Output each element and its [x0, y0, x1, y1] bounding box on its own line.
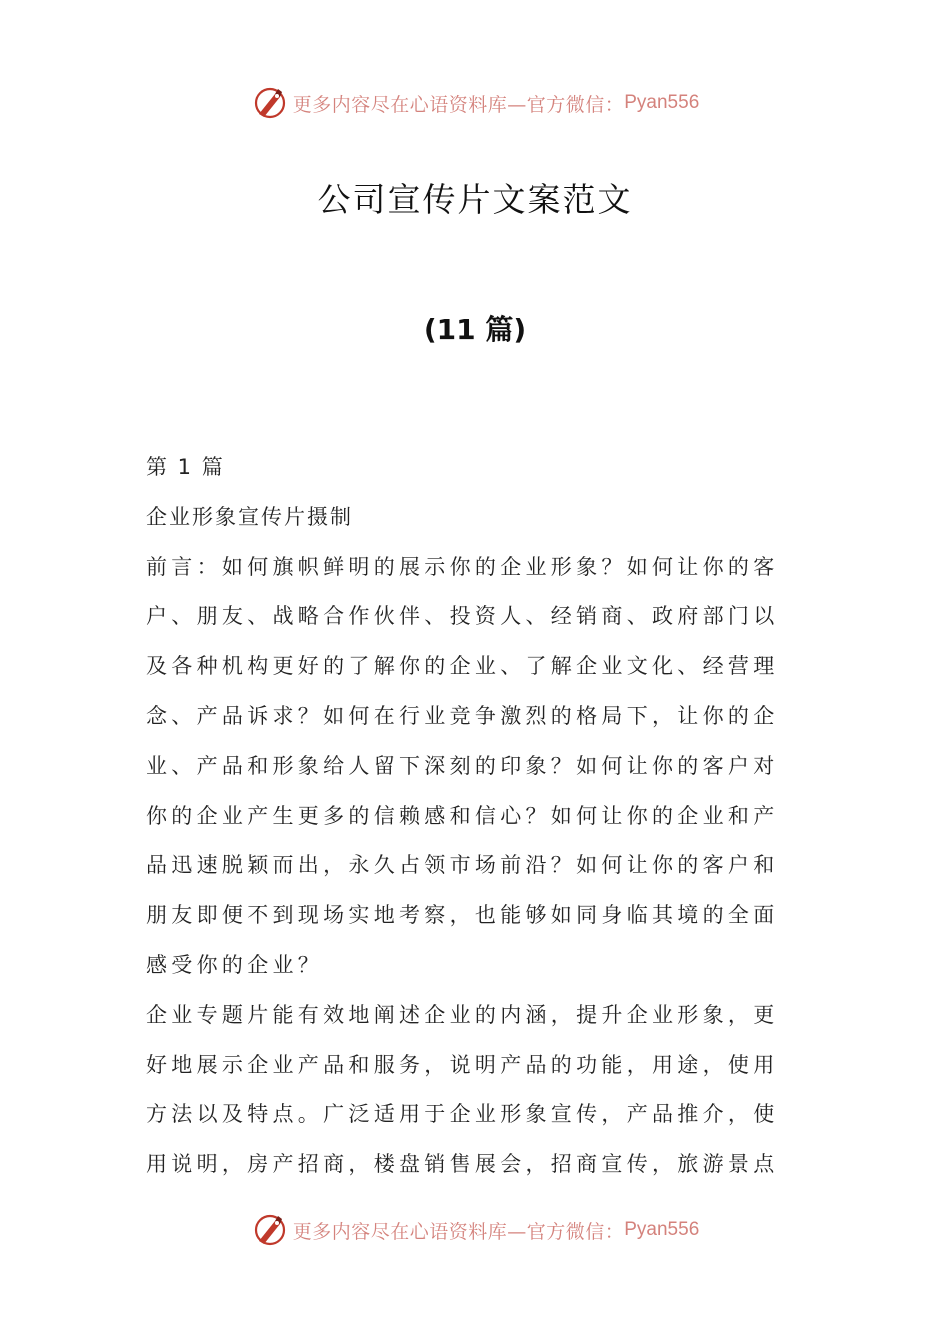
footer-wechat-id: Pyan556	[624, 1219, 700, 1240]
body-line: 企业专题片能有效地阐述企业的内涵，提升企业形象，更	[146, 1002, 779, 1027]
body-line: 业、产品和形象给人留下深刻的印象？如何让你的客户对	[146, 753, 779, 778]
body-line: 朋友即便不到现场实地考察，也能够如同身临其境的全面	[146, 903, 779, 928]
body-line: 念、产品诉求？如何在行业竞争激烈的格局下，让你的企	[146, 703, 779, 728]
chapter-heading: 第 1 篇	[146, 455, 225, 479]
document-body	[146, 443, 806, 1190]
body-line: 用说明，房产招商，楼盘销售展会，招商宣传，旅游景点	[146, 1152, 779, 1177]
pen-logo-icon	[251, 1211, 289, 1249]
header-wechat-id: Pyan556	[624, 92, 700, 113]
body-line: 及各种机构更好的了解你的企业、了解企业文化、经营理	[146, 654, 779, 679]
section-heading: 企业形象宣传片摄制	[146, 504, 353, 529]
body-line: 好地展示企业产品和服务，说明产品的功能，用途，使用	[146, 1052, 779, 1077]
document-title: 公司宣传片文案范文	[317, 180, 633, 219]
header-banner	[0, 81, 950, 125]
body-line: 户、朋友、战略合作伙伴、投资人、经销商、政府部门以	[146, 604, 779, 629]
body-line: 感受你的企业？	[146, 952, 324, 977]
header-banner-text: 更多内容尽在心语资料库—官方微信：	[292, 93, 625, 116]
footer-banner	[0, 1208, 950, 1252]
body-line: 前言：如何旗帜鲜明的展示你的企业形象？如何让你的客	[146, 554, 779, 579]
pen-logo-icon	[251, 84, 289, 122]
body-line: 品迅速脱颖而出，永久占领市场前沿？如何让你的客户和	[146, 853, 779, 878]
body-line: 你的企业产生更多的信赖感和信心？如何让你的企业和产	[146, 803, 779, 828]
body-line: 方法以及特点。广泛适用于企业形象宣传，产品推介，使	[146, 1102, 779, 1127]
footer-banner-text: 更多内容尽在心语资料库—官方微信：	[292, 1220, 625, 1243]
document-subtitle: (11 篇)	[423, 313, 527, 346]
